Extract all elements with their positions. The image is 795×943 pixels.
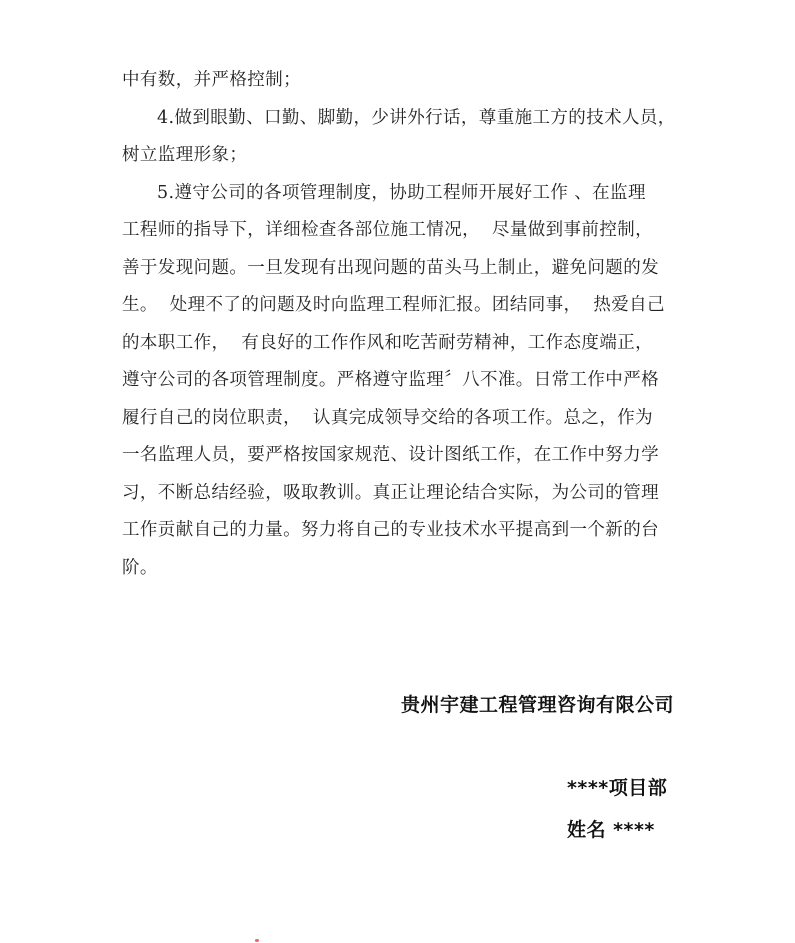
ink-speck (255, 939, 259, 942)
list-item-4: 4.做到眼勤、口勤、脚勤，少讲外行话，尊重施工方的技术人员， (157, 107, 676, 128)
text-line: 阶。 (122, 557, 158, 578)
text-line: 履行自己的岗位职责， 认真完成领导交给的各项工作。总之，作为 (122, 407, 654, 428)
list-item-5: 5.遵守公司的各项管理制度，协助工程师开展好工作 、在监理 (157, 182, 646, 203)
text-line: 树立监理形象； (122, 145, 248, 165)
text-line: 生。 处理不了的问题及时向监理工程师汇报。团结同事， 热爱自己 (122, 295, 665, 315)
body-text (122, 62, 678, 587)
text-line: 遵守公司的各项管理制度。严格遵守监理〞八不准。日常工作中严格 (122, 370, 659, 390)
text-line: 一名监理人员，要严格按国家规范、设计图纸工作，在工作中努力学 (122, 445, 659, 465)
text-line: 工作贡献自己的力量。努力将自己的专业技术水平提高到一个新的台 (122, 520, 659, 540)
signature-name: 姓名 **** (567, 819, 655, 841)
text-line: 习，不断总结经验，吸取教训。真正让理论结合实际，为公司的管理 (122, 482, 659, 503)
signature-department: ****项目部 (567, 777, 668, 799)
text-line: 中有数，并严格控制； (122, 70, 301, 90)
text-line: 工程师的指导下，详细检查各部位施工情况， 尽量做到事前控制， (122, 220, 654, 240)
text-line: 的本职工作， 有良好的工作作风和吃苦耐劳精神，工作态度端正， (122, 332, 654, 353)
text-line: 善于发现问题。一旦发现有出现问题的苗头马上制止，避免问题的发 (122, 257, 659, 278)
signature-company: 贵州宇建工程管理咨询有限公司 (400, 694, 674, 716)
